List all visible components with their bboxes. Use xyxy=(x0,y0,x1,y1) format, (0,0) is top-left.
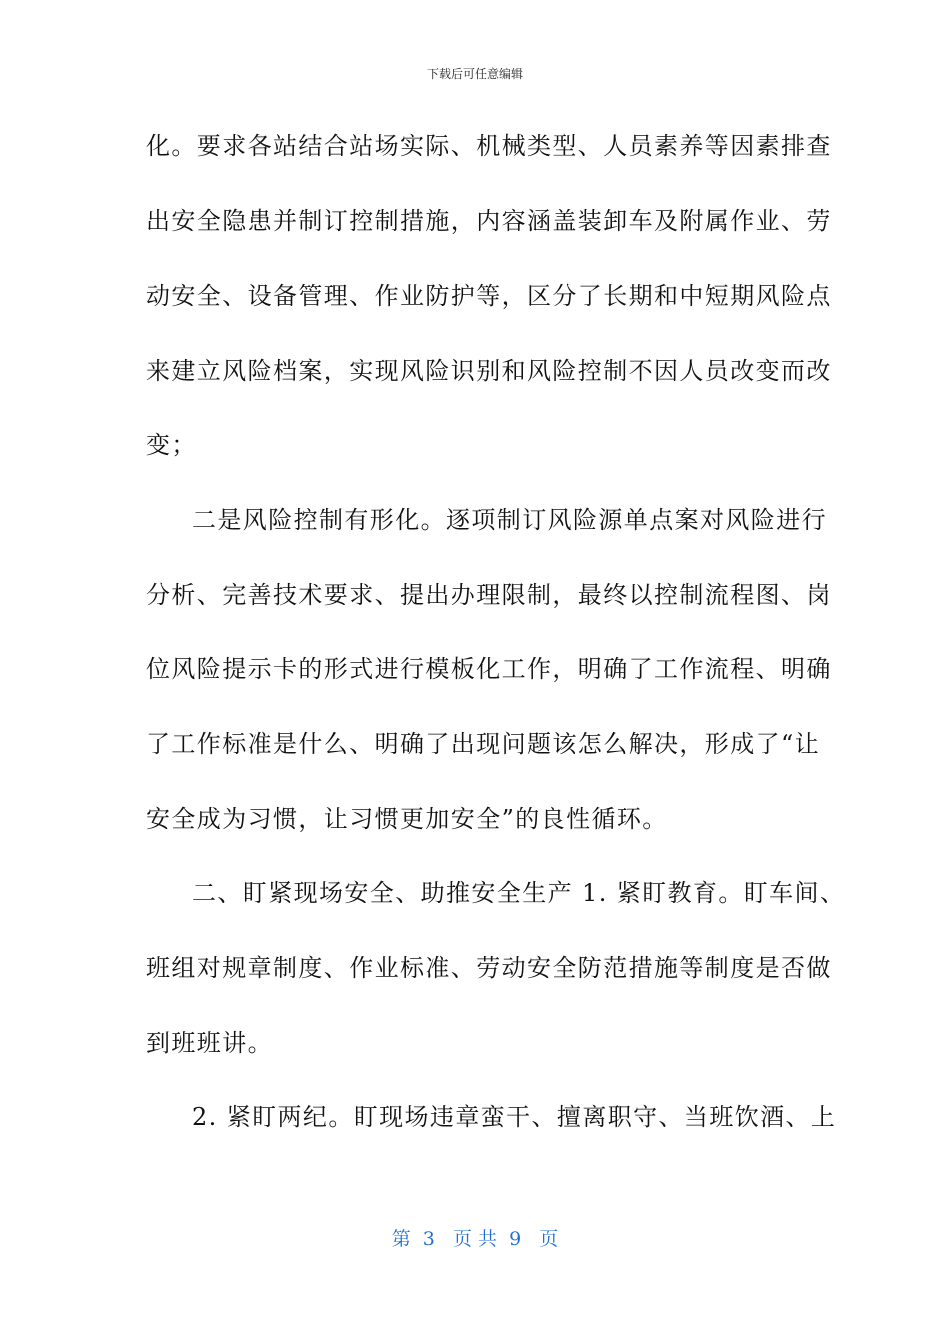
text-line: 安全成为习惯，让习惯更加安全”的良性循环。 xyxy=(146,805,668,833)
paragraph-start-line: 二、盯紧现场安全、助推安全生产 1. 紧盯教育。盯车间、 xyxy=(192,879,846,907)
text-line: 班组对规章制度、作业标准、劳动安全防范措施等制度是否做 xyxy=(146,954,832,982)
page-header: 下载后可任意编辑 xyxy=(426,67,523,81)
paragraph-start-line: 二是风险控制有形化。逐项制订风险源单点案对风险进行 xyxy=(192,506,827,534)
text-line: 化。要求各站结合站场实际、机械类型、人员素养等因素排查 xyxy=(146,132,832,160)
text-line: 动安全、设备管理、作业防护等，区分了长期和中短期风险点 xyxy=(146,282,832,310)
text-line: 分析、完善技术要求、提出办理限制，最终以控制流程图、岗 xyxy=(146,581,832,609)
page-number-footer: 第 3 页 共 9 页 xyxy=(391,1228,559,1250)
text-line: 出安全隐患并制订控制措施，内容涵盖装卸车及附属作业、劳 xyxy=(146,207,832,235)
text-line: 变； xyxy=(146,431,197,459)
text-line: 位风险提示卡的形式进行模板化工作，明确了工作流程、明确 xyxy=(146,655,832,683)
text-line: 了工作标准是什么、明确了出现问题该怎么解决，形成了“让 xyxy=(146,730,821,758)
paragraph-start-line: 2. 紧盯两纪。盯现场违章蛮干、擅离职守、当班饮酒、上 xyxy=(192,1103,837,1131)
text-line: 来建立风险档案，实现风险识别和风险控制不因人员改变而改 xyxy=(146,357,832,385)
text-line: 到班班讲。 xyxy=(146,1029,273,1057)
